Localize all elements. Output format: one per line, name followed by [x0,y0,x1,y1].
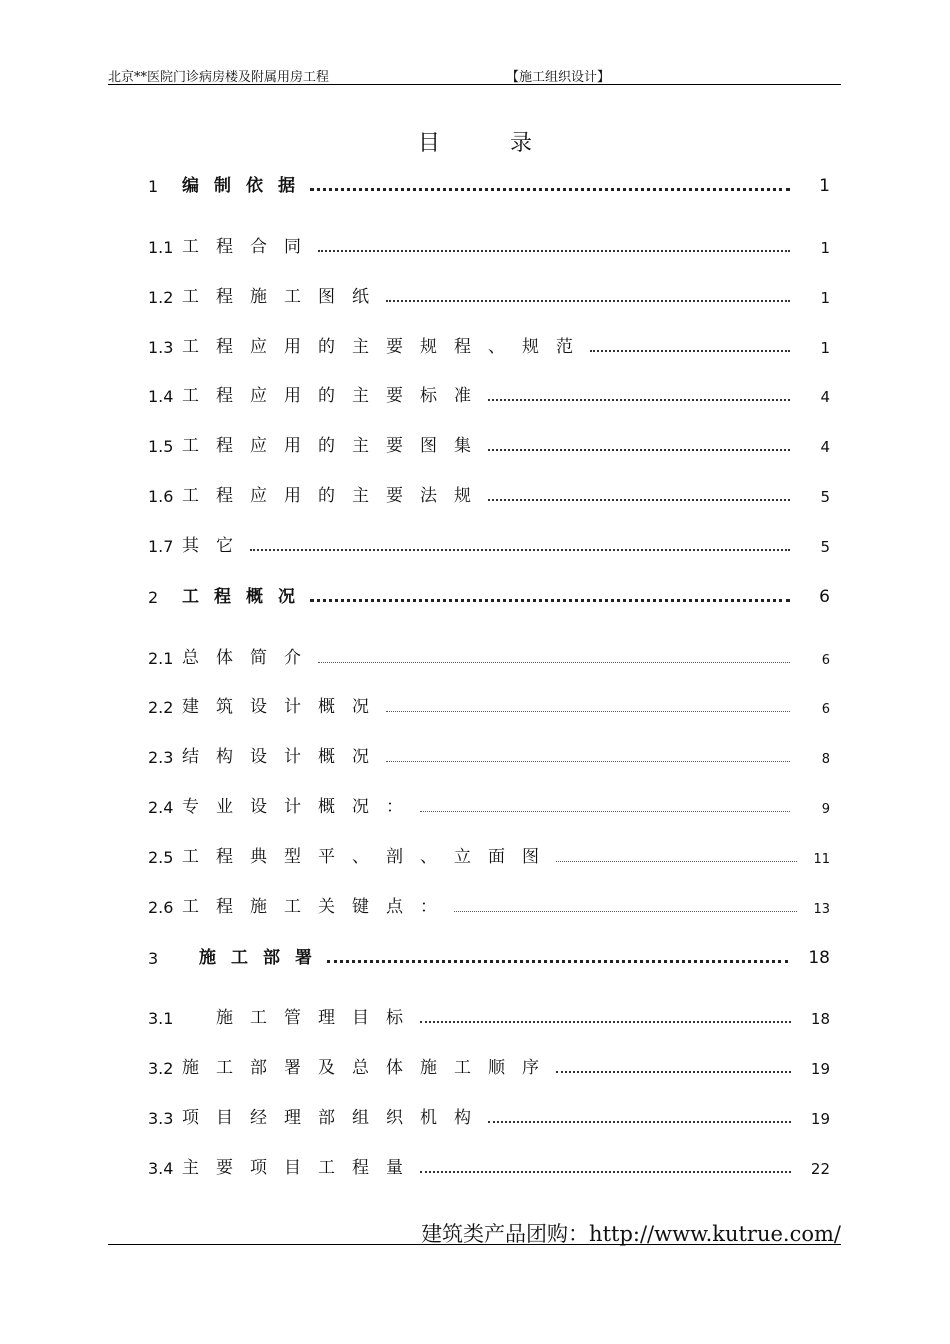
toc-entry-label: 工程施工关键点： [182,897,454,917]
toc-entry-1-3[interactable] [148,333,830,357]
toc-entry-number: 1.6 [148,487,174,506]
toc-entry-label: 工程典型平、剖、立面图 [182,847,556,867]
toc-entry-page: 9 [821,802,830,817]
toc-leader-dots [310,598,790,602]
toc-leader-dots [454,910,797,912]
toc-entry-number: 2.3 [148,748,174,767]
toc-entry-number: 2.5 [148,848,174,867]
toc-leader-dots [310,187,790,191]
toc-entry-number: 2.4 [148,798,174,817]
toc-entry-page: 11 [813,852,830,867]
toc-entry-number: 2.6 [148,898,174,917]
toc-entry-label: 专业设计概况： [182,797,420,817]
toc-entry-number: 2.1 [148,649,174,668]
toc-entry-label: 工程施工图纸 [182,287,386,307]
toc-entry-number: 3.3 [148,1109,174,1128]
toc-entry-page: 4 [820,388,830,406]
toc-entry-number: 2.2 [148,698,174,717]
toc-entry-page: 18 [808,948,830,968]
toc-entry-1-5[interactable] [148,432,830,456]
toc-entry-page: 5 [820,538,830,556]
toc-entry-2-5[interactable] [148,843,830,867]
toc-entry-page: 6 [819,587,830,607]
toc-entry-label: 施工部署 [199,948,327,968]
toc-entry-label: 主要项目工程量 [182,1158,420,1178]
toc-entry-number: 1.4 [148,387,174,406]
toc-leader-dots [386,760,790,762]
toc-leader-dots [590,349,790,352]
toc-entry-3-4[interactable] [148,1154,830,1178]
toc-entry-3-2[interactable] [148,1054,830,1078]
toc-entry-label: 工程应用的主要图集 [182,436,488,456]
toc-entry-label: 总体简介 [182,648,318,668]
toc-entry-3-3[interactable] [148,1104,830,1128]
toc-entry-label: 工程合同 [182,237,318,257]
toc-entry-2-6[interactable] [148,893,830,917]
toc-leader-dots [420,1170,791,1173]
toc-leader-dots [318,661,790,663]
toc-entry-number: 1 [148,177,159,196]
toc-leader-dots [488,1120,791,1123]
toc-entry-label: 项目经理部组织机构 [182,1108,488,1128]
toc-entry-number: 1.1 [148,238,174,257]
header-project-title: 北京**医院门诊病房楼及附属用房工程 [108,70,330,85]
toc-title [0,126,950,157]
toc-entry-page: 1 [820,289,830,307]
toc-entry-number: 3.2 [148,1059,174,1078]
toc-entry-label: 其它 [182,536,250,556]
toc-entry-page: 18 [810,1010,830,1028]
toc-entry-label: 工程概况 [182,587,310,607]
toc-entry-page: 19 [810,1060,830,1078]
toc-entry-page: 5 [820,488,830,506]
header-document-type: 【施工组织设计】 [506,70,611,85]
toc-entry-label: 建筑设计概况 [182,697,386,717]
toc-entry-1-6[interactable] [148,482,830,506]
toc-leader-dots [488,498,790,501]
toc-entry-1-7[interactable] [148,532,830,556]
toc-leader-dots [420,810,790,812]
toc-entry-label: 结构设计概况 [182,747,386,767]
toc-entry-2-1[interactable] [148,644,830,668]
toc-entry-page: 1 [820,339,830,357]
toc-leader-dots [488,398,790,401]
toc-entry-number: 3 [148,949,159,968]
toc-entry-2-2[interactable] [148,693,830,717]
toc-entry-page: 4 [820,438,830,456]
footer-divider [108,1244,841,1245]
toc-entry-2-3[interactable] [148,743,830,767]
toc-entry-number: 1.7 [148,537,174,556]
toc-entry-page: 13 [813,902,830,917]
toc-entry-2[interactable] [148,583,830,607]
toc-entry-number: 1.2 [148,288,174,307]
footer-promo-link[interactable]: 建筑类产品团购：http://www.kutrue.com/ [421,1222,841,1246]
toc-leader-dots [420,1020,791,1023]
toc-entry-1[interactable] [148,172,830,196]
toc-entry-page: 19 [810,1110,830,1128]
page-header [108,64,841,85]
toc-entry-number: 3.1 [148,1009,174,1028]
toc-leader-dots [386,710,790,712]
toc-entry-2-4[interactable] [148,793,830,817]
toc-entry-number: 1.5 [148,437,174,456]
toc-leader-dots [386,299,790,302]
toc-entry-label: 工程应用的主要标准 [182,386,488,406]
toc-entry-page: 1 [820,239,830,257]
toc-entry-page: 22 [810,1160,830,1178]
toc-entry-page: 6 [821,653,830,668]
toc-entry-label: 工程应用的主要法规 [182,486,488,506]
toc-entry-3-1[interactable] [148,1004,830,1028]
toc-title-part2: 录 [510,131,533,156]
toc-entry-page: 1 [819,176,830,196]
toc-entry-1-2[interactable] [148,283,830,307]
toc-entry-label: 施工管理目标 [216,1008,420,1028]
toc-title-part1: 目 [417,131,440,156]
toc-leader-dots [250,548,790,551]
toc-entry-label: 施工部署及总体施工顺序 [182,1058,556,1078]
toc-leader-dots [327,959,788,963]
toc-entry-number: 3.4 [148,1159,174,1178]
toc-leader-dots [318,249,790,252]
toc-entry-number: 2 [148,588,159,607]
toc-entry-page: 8 [821,752,830,767]
toc-entry-label: 编制依据 [182,176,310,196]
toc-leader-dots [488,448,790,451]
toc-entry-number: 1.3 [148,338,174,357]
toc-leader-dots [556,860,797,862]
toc-entry-label: 工程应用的主要规程、规范 [182,337,590,357]
toc-leader-dots [556,1070,791,1073]
toc-entry-page: 6 [821,702,830,717]
toc-entry-1-4[interactable] [148,382,830,406]
toc-entry-1-1[interactable] [148,233,830,257]
toc-entry-3[interactable] [148,944,830,968]
